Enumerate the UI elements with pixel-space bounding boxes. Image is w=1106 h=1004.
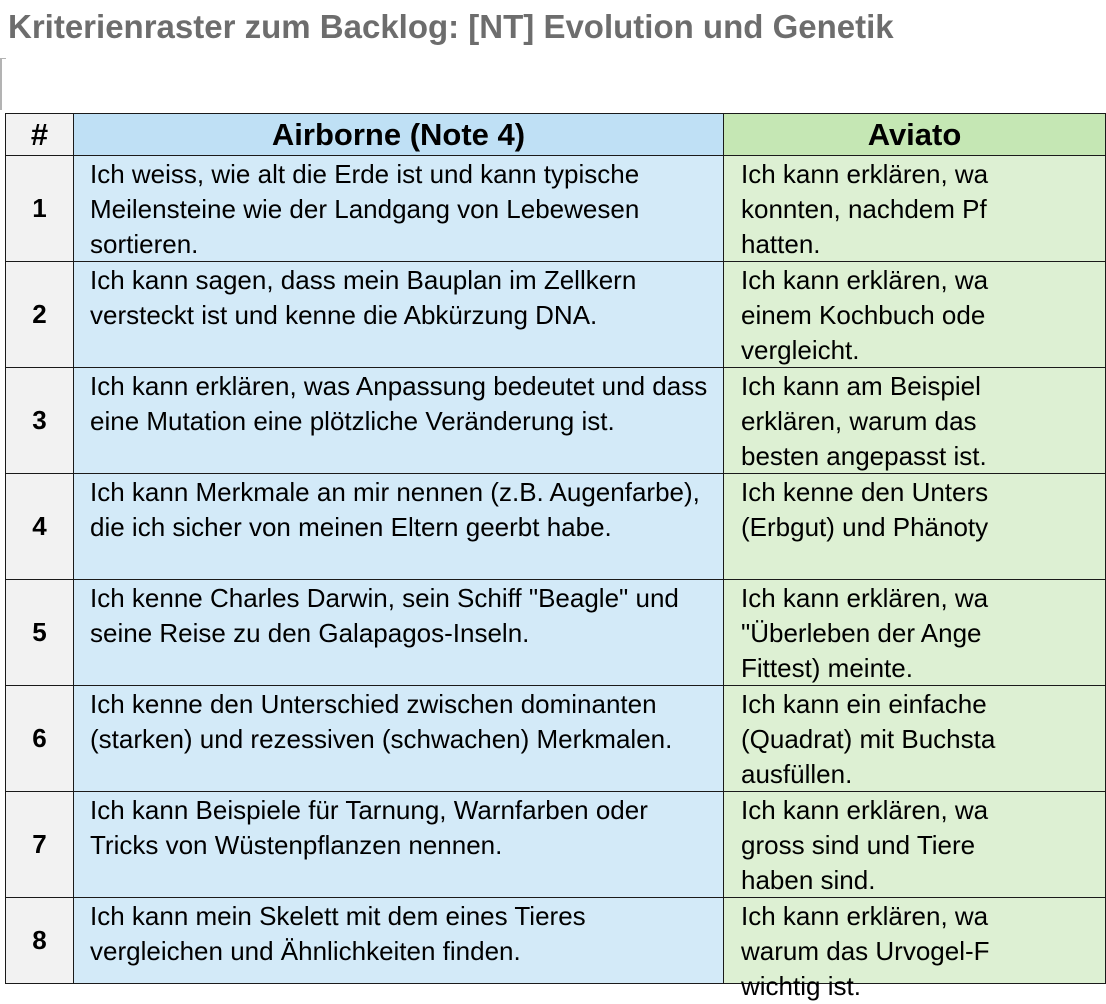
aviator-criterion-text (724, 792, 1105, 897)
aviator-criterion-cell[interactable] (724, 792, 1106, 898)
airborne-criterion-text: Ich weiss, wie alt die Erde ist und kann typische Meilensteine wie der Landgang von Lebewesen sortieren. (90, 159, 640, 259)
table-row (6, 156, 1106, 262)
aviator-line: Ich kann erklären, wa (741, 901, 989, 931)
page-title: Kriterienraster zum Backlog: [NT] Evolution und Genetik (8, 8, 894, 45)
row-number: 8 (6, 898, 74, 984)
table-row (6, 686, 1106, 792)
airborne-criterion-text: Ich kenne den Unterschied zwischen dominanten (starken) und rezessiven (schwachen) Merkmalen. (90, 689, 673, 754)
row-number: 4 (6, 474, 74, 580)
aviator-criterion-cell[interactable] (724, 368, 1106, 474)
airborne-criterion-text: Ich kann erklären, was Anpassung bedeutet und dass eine Mutation eine plötzliche Veränderung ist. (90, 371, 708, 436)
aviator-line: Ich kann ein einfache (741, 689, 987, 719)
aviator-criterion-text (724, 474, 1105, 579)
criteria-table (5, 113, 1106, 1001)
airborne-criterion-text: Ich kann sagen, dass mein Bauplan im Zellkern versteckt ist und kenne die Abkürzung DNA. (90, 265, 637, 330)
row-number: 2 (6, 262, 74, 368)
aviator-line: hatten. (741, 229, 821, 259)
row-number: 3 (6, 368, 74, 474)
aviator-line: haben sind. (741, 865, 876, 895)
aviator-line: Ich kenne den Unters (741, 477, 989, 507)
aviator-criterion-cell[interactable] (724, 686, 1106, 792)
aviator-criterion-text (724, 368, 1105, 473)
row-number: 1 (6, 156, 74, 262)
header-airborne: Airborne (Note 4) (74, 114, 724, 156)
airborne-criterion-text: Ich kann Beispiele für Tarnung, Warnfarben oder Tricks von Wüstenpflanzen nennen. (90, 795, 648, 860)
aviator-criterion-cell[interactable] (724, 262, 1106, 368)
aviator-line: wichtig ist. (741, 971, 861, 1001)
aviator-criterion-cell[interactable] (724, 898, 1106, 1001)
airborne-criterion-cell[interactable] (74, 156, 724, 262)
aviator-criterion-text (724, 686, 1105, 791)
airborne-criterion-text: Ich kenne Charles Darwin, sein Schiff "Beagle" und seine Reise zu den Galapagos-Inseln. (90, 583, 679, 648)
aviator-line: "Überleben der Ange (741, 618, 982, 648)
aviator-line: Ich kann erklären, wa (741, 583, 989, 613)
table-header-row (6, 114, 1106, 156)
airborne-criterion-cell[interactable] (74, 792, 724, 898)
airborne-criterion-text: Ich kann mein Skelett mit dem eines Tieres vergleichen und Ähnlichkeiten finden. (90, 901, 586, 966)
airborne-criterion-cell[interactable] (74, 262, 724, 368)
row-number: 6 (6, 686, 74, 792)
aviator-line: einem Kochbuch ode (741, 300, 986, 330)
aviator-line: vergleicht. (741, 335, 860, 365)
table-row (6, 262, 1106, 368)
aviator-criterion-text (724, 580, 1105, 685)
aviator-line: warum das Urvogel-F (741, 936, 990, 966)
airborne-criterion-cell[interactable] (74, 368, 724, 474)
aviator-line: Ich kann erklären, wa (741, 159, 989, 189)
aviator-line: konnten, nachdem Pf (741, 194, 987, 224)
aviator-criterion-text (724, 156, 1105, 261)
aviator-line: Fittest) meinte. (741, 653, 913, 683)
aviator-line: (Quadrat) mit Buchsta (741, 724, 996, 754)
aviator-criterion-text (724, 262, 1105, 367)
aviator-line: (Erbgut) und Phänoty (741, 512, 989, 542)
column-resize-handle[interactable] (0, 58, 6, 110)
airborne-criterion-cell[interactable] (74, 898, 724, 984)
aviator-line: Ich kann am Beispiel (741, 371, 981, 401)
airborne-criterion-text: Ich kann Merkmale an mir nennen (z.B. Augenfarbe), die ich sicher von meinen Eltern geerbt habe. (90, 477, 700, 542)
header-aviator: Aviato (724, 114, 1106, 156)
row-number: 5 (6, 580, 74, 686)
aviator-criterion-cell[interactable] (724, 474, 1106, 580)
aviator-line: erklären, warum das (741, 406, 977, 436)
aviator-line: besten angepasst ist. (741, 441, 987, 471)
aviator-criterion-cell[interactable] (724, 156, 1106, 262)
aviator-line: gross sind und Tiere (741, 830, 976, 860)
header-number: # (6, 114, 74, 156)
airborne-criterion-cell[interactable] (74, 474, 724, 580)
table-row (6, 792, 1106, 898)
table-row (6, 580, 1106, 686)
airborne-criterion-cell[interactable] (74, 580, 724, 686)
aviator-criterion-text (724, 898, 1105, 1001)
aviator-line: Ich kann erklären, wa (741, 795, 989, 825)
aviator-criterion-cell[interactable] (724, 580, 1106, 686)
row-number: 7 (6, 792, 74, 898)
aviator-line: ausfüllen. (741, 759, 853, 789)
table-row (6, 368, 1106, 474)
aviator-line: Ich kann erklären, wa (741, 265, 989, 295)
table-row (6, 474, 1106, 580)
airborne-criterion-cell[interactable] (74, 686, 724, 792)
table-row (6, 898, 1106, 984)
